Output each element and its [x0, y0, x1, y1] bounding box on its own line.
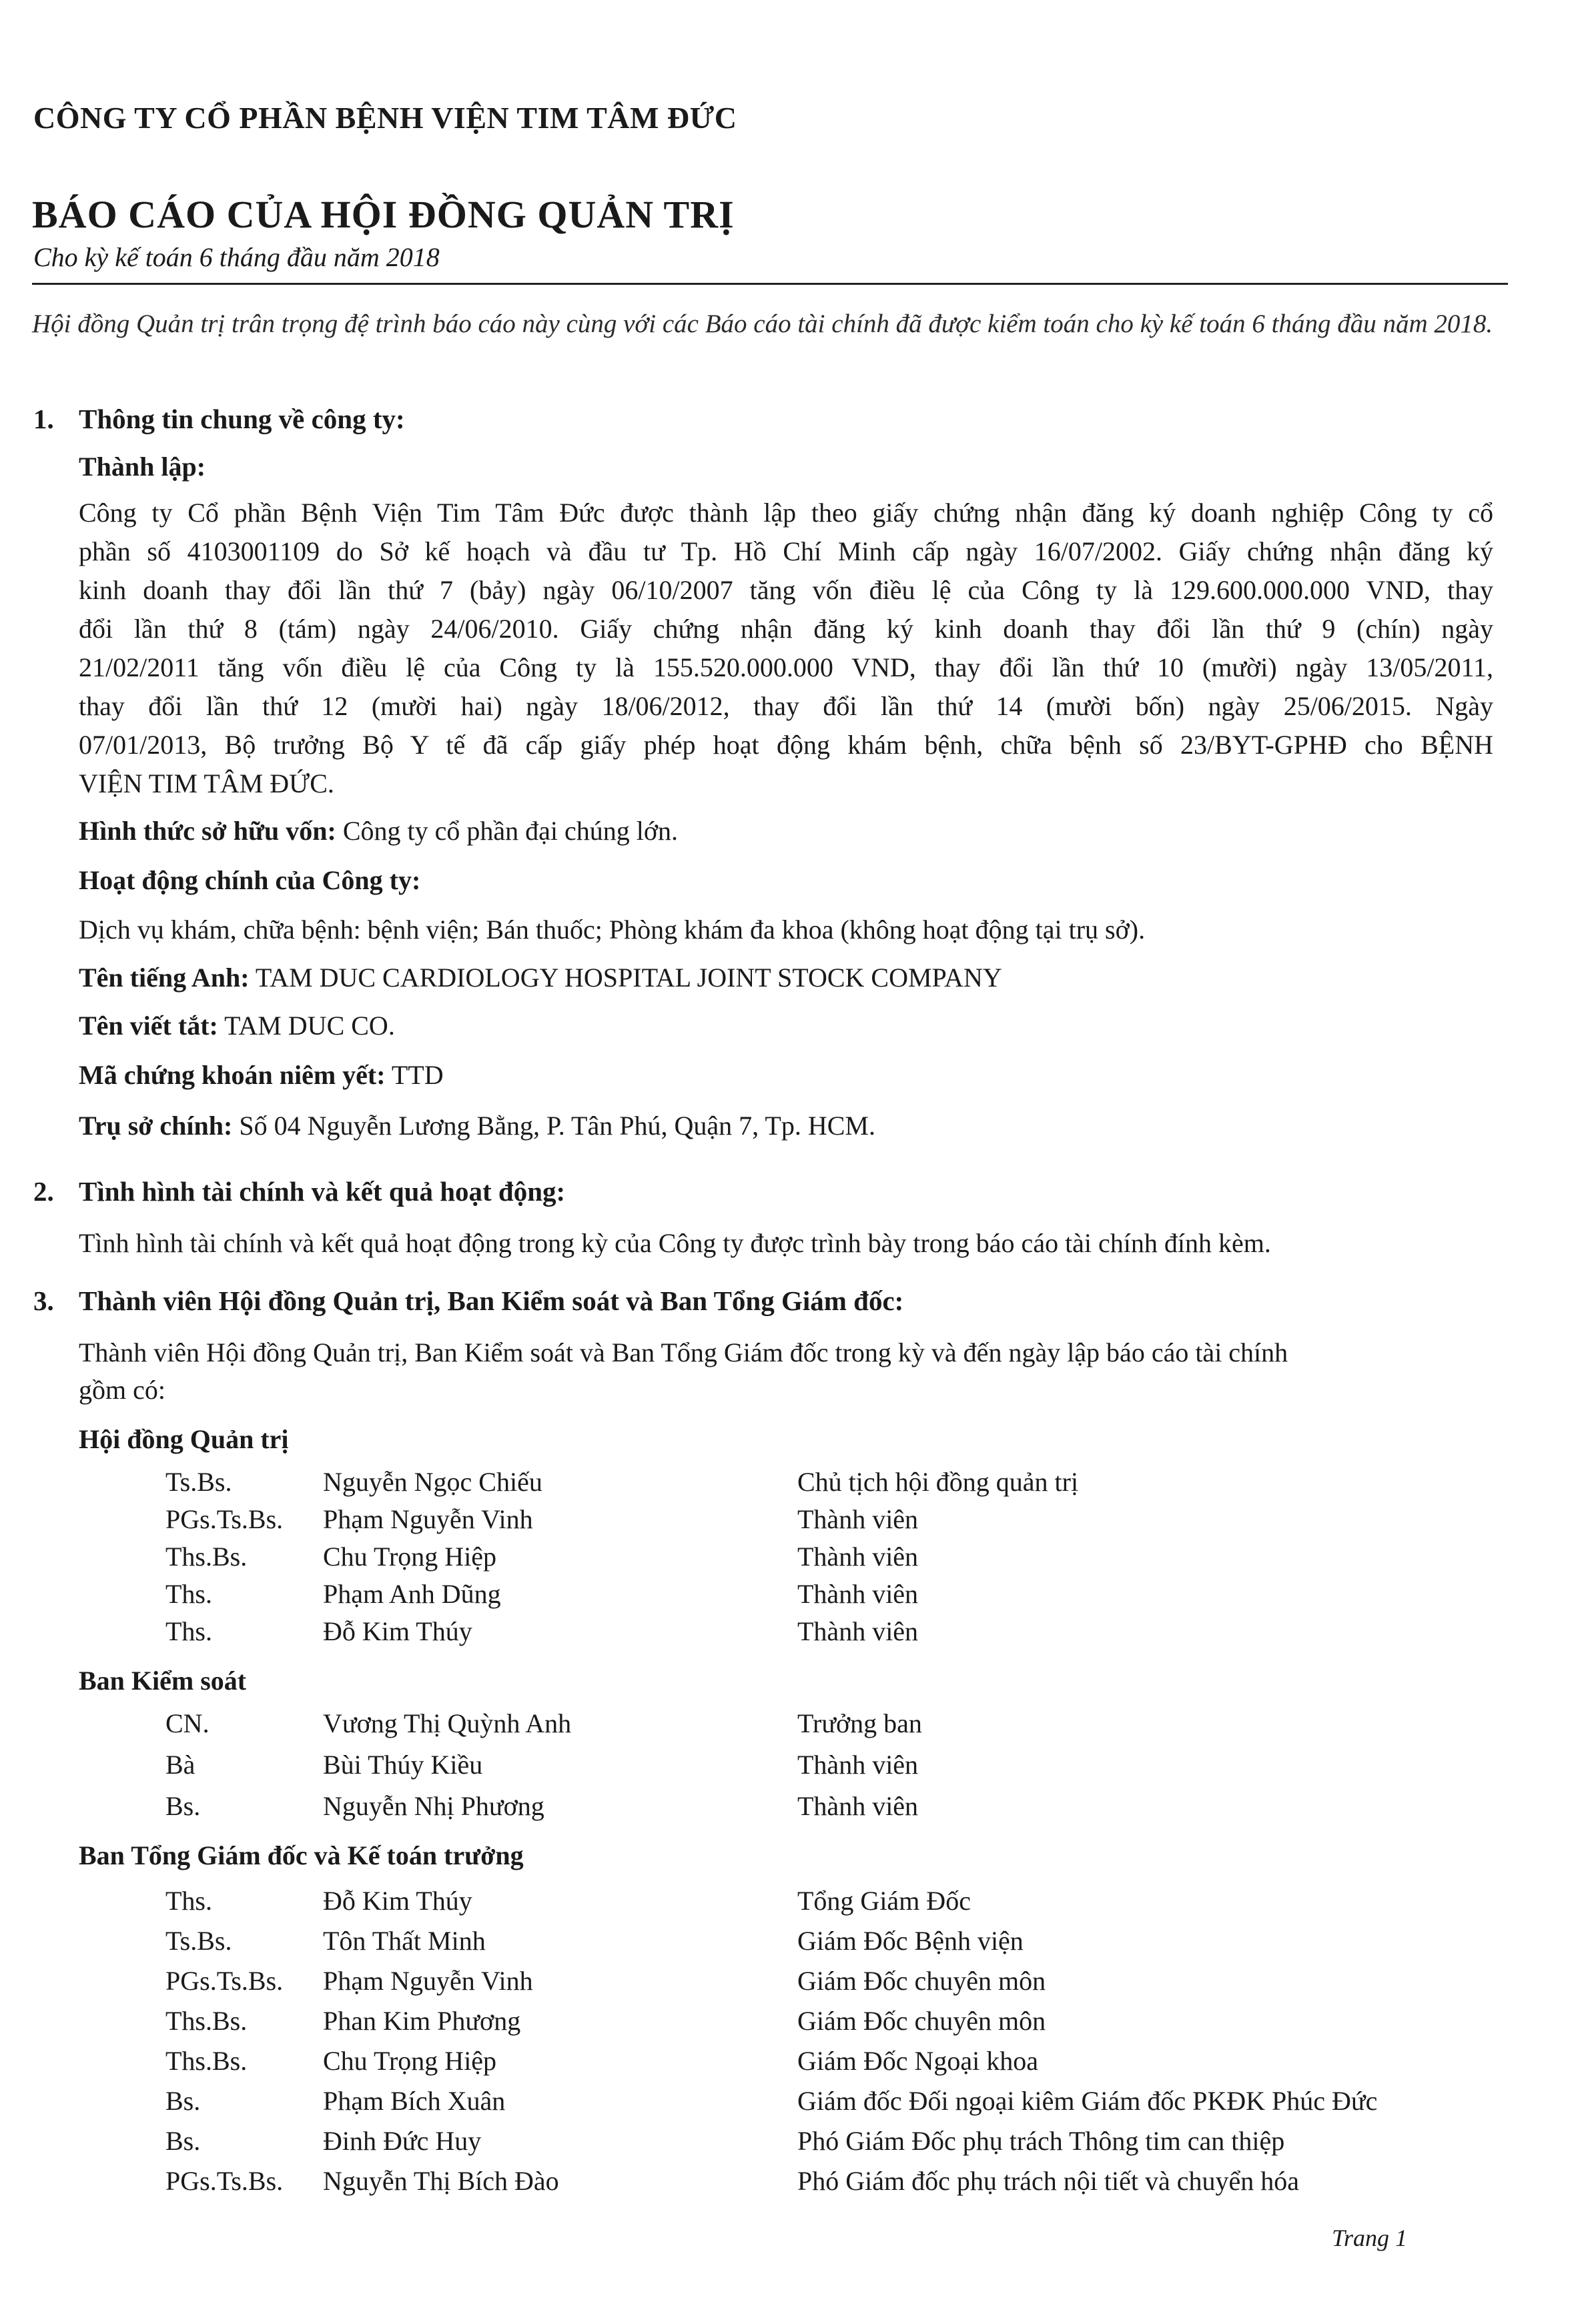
member-name: Đỗ Kim Thúy — [323, 1616, 472, 1646]
headquarters-label: Trụ sở chính: — [79, 1111, 233, 1141]
member-title: Ts.Bs. — [165, 1467, 232, 1497]
ownership-label: Hình thức sở hữu vốn: — [79, 816, 336, 846]
member-title: Bà — [165, 1750, 195, 1780]
activities-label: Hoạt động chính của Công ty: — [79, 865, 421, 895]
member-role: Giám Đốc chuyên môn — [797, 2006, 1046, 2036]
member-role: Giám Đốc chuyên môn — [797, 1966, 1046, 1996]
member-title: PGs.Ts.Bs. — [165, 1504, 284, 1534]
member-name: Phạm Nguyễn Vinh — [323, 1966, 533, 1996]
member-title: Ths. — [165, 1579, 212, 1609]
section-3-number: 3. — [33, 1285, 54, 1316]
member-role: Trưởng ban — [797, 1708, 922, 1738]
section-3-title: Thành viên Hội đồng Quản trị, Ban Kiểm soát và Ban Tổng Giám đốc: — [79, 1285, 904, 1316]
founding-line: phần số 4103001109 do Sở kế hoạch và đầu tư Tp. Hồ Chí Minh cấp ngày 16/07/2002. Giấy chứng nhận đăng ký — [79, 536, 1493, 566]
member-title: PGs.Ts.Bs. — [165, 2166, 284, 2196]
founding-line: kinh doanh thay đổi lần thứ 7 (bảy) ngày 06/10/2007 tăng vốn điều lệ của Công ty là 129.600.000.000 VND, thay — [79, 575, 1493, 605]
member-name: Chu Trọng Hiệp — [323, 1542, 497, 1572]
member-title: Ts.Bs. — [165, 1926, 232, 1956]
member-title: Bs. — [165, 2086, 201, 2116]
member-name: Phạm Nguyễn Vinh — [323, 1504, 533, 1534]
founding-line: VIỆN TIM TÂM ĐỨC. — [79, 768, 334, 798]
section-3-intro-line: gồm có: — [79, 1375, 165, 1405]
founding-paragraph — [79, 494, 1493, 803]
headquarters-row — [79, 1110, 875, 1141]
member-role: Tổng Giám Đốc — [797, 1886, 971, 1916]
section-2-text: Tình hình tài chính và kết quả hoạt động trong kỳ của Công ty được trình bày trong báo cáo tài chính đính kèm. — [79, 1228, 1271, 1258]
english-name-row — [79, 962, 1002, 993]
member-title: CN. — [165, 1708, 210, 1738]
english-name-value: TAM DUC CARDIOLOGY HOSPITAL JOINT STOCK COMPANY — [255, 963, 1002, 993]
board-heading: Hội đồng Quản trị — [79, 1424, 289, 1454]
section-2-title: Tình hình tài chính và kết quả hoạt động: — [79, 1176, 566, 1207]
member-name: Nguyễn Thị Bích Đào — [323, 2166, 559, 2196]
member-name: Nguyễn Nhị Phương — [323, 1791, 544, 1821]
member-name: Đỗ Kim Thúy — [323, 1886, 472, 1916]
member-name: Tôn Thất Minh — [323, 1926, 486, 1956]
member-title: Bs. — [165, 1791, 201, 1821]
member-role: Thành viên — [797, 1579, 919, 1609]
member-role: Giám Đốc Bệnh viện — [797, 1926, 1024, 1956]
member-role: Chủ tịch hội đồng quản trị — [797, 1467, 1079, 1497]
page-number: Trang 1 — [1332, 2225, 1408, 2251]
member-name: Bùi Thúy Kiều — [323, 1750, 483, 1780]
company-name: CÔNG TY CỔ PHẦN BỆNH VIỆN TIM TÂM ĐỨC — [33, 101, 737, 135]
short-name-value: TAM DUC CO. — [224, 1011, 395, 1041]
member-name: Vương Thị Quỳnh Anh — [323, 1708, 572, 1738]
member-title: Bs. — [165, 2126, 201, 2156]
member-role: Thành viên — [797, 1616, 919, 1646]
ownership-row — [79, 815, 678, 846]
ownership-value: Công ty cổ phần đại chúng lớn. — [342, 816, 679, 846]
founding-line: 21/02/2011 tăng vốn điều lệ của Công ty là 155.520.000.000 VND, thay đổi lần thứ 10 (mười) ngày 13/05/2011, — [79, 652, 1493, 682]
short-name-row — [79, 1010, 395, 1041]
member-title: PGs.Ts.Bs. — [165, 1966, 284, 1996]
founding-line: 07/01/2013, Bộ trưởng Bộ Y tế đã cấp giấy phép hoạt động khám bệnh, chữa bệnh số 23/BYT-GPHĐ cho BỆNH — [79, 730, 1493, 760]
member-name: Phạm Bích Xuân — [323, 2086, 506, 2116]
founding-line: thay đổi lần thứ 12 (mười hai) ngày 18/06/2012, thay đổi lần thứ 14 (mười bốn) ngày 25/06/2015. Ngày — [79, 691, 1493, 721]
report-subtitle: Cho kỳ kế toán 6 tháng đầu năm 2018 — [33, 242, 440, 272]
member-title: Ths. — [165, 1886, 212, 1916]
headquarters-value: Số 04 Nguyễn Lương Bằng, P. Tân Phú, Quận 7, Tp. HCM. — [239, 1111, 875, 1141]
member-name: Đinh Đức Huy — [323, 2126, 482, 2156]
founding-line: Công ty Cổ phần Bệnh Viện Tim Tâm Đức được thành lập theo giấy chứng nhận đăng ký doanh nghiệp Công ty cổ — [79, 498, 1493, 528]
activities-value: Dịch vụ khám, chữa bệnh: bệnh viện; Bán thuốc; Phòng khám đa khoa (không hoạt động tại trụ sở). — [79, 915, 1146, 945]
member-title: Ths. — [165, 1616, 212, 1646]
member-name: Phạm Anh Dũng — [323, 1579, 501, 1609]
short-name-label: Tên viết tắt: — [79, 1011, 218, 1041]
english-name-label: Tên tiếng Anh: — [79, 963, 250, 993]
member-role: Giám đốc Đối ngoại kiêm Giám đốc PKĐK Phúc Đức — [797, 2086, 1378, 2116]
ticker-row — [79, 1059, 444, 1091]
ticker-label: Mã chứng khoán niêm yết: — [79, 1060, 386, 1090]
founding-label: Thành lập: — [79, 452, 206, 482]
founding-line: đổi lần thứ 8 (tám) ngày 24/06/2010. Giấy chứng nhận đăng ký kinh doanh thay đổi lần thứ 9 (chín) ngày — [79, 614, 1493, 644]
member-role: Giám Đốc Ngoại khoa — [797, 2046, 1039, 2076]
intro-paragraph: Hội đồng Quản trị trân trọng đệ trình báo cáo này cùng với các Báo cáo tài chính đã được kiểm toán cho kỳ kế toán 6 tháng đầu năm 2018. — [32, 310, 1493, 338]
member-title: Ths.Bs. — [165, 1542, 248, 1572]
member-role: Thành viên — [797, 1542, 919, 1572]
member-title: Ths.Bs. — [165, 2006, 248, 2036]
member-role: Thành viên — [797, 1791, 919, 1821]
member-role: Phó Giám Đốc phụ trách Thông tim can thiệp — [797, 2126, 1285, 2156]
section-2-number: 2. — [33, 1176, 54, 1207]
ticker-value: TTD — [391, 1060, 444, 1090]
member-title: Ths.Bs. — [165, 2046, 248, 2076]
section-1-number: 1. — [33, 404, 54, 434]
member-name: Nguyễn Ngọc Chiếu — [323, 1467, 542, 1497]
member-role: Phó Giám đốc phụ trách nội tiết và chuyển hóa — [797, 2166, 1300, 2196]
member-role: Thành viên — [797, 1504, 919, 1534]
section-1-title: Thông tin chung về công ty: — [79, 404, 405, 434]
member-name: Phan Kim Phương — [323, 2006, 521, 2036]
management-heading: Ban Tổng Giám đốc và Kế toán trưởng — [79, 1840, 524, 1870]
member-name: Chu Trọng Hiệp — [323, 2046, 497, 2076]
title-divider — [32, 283, 1508, 285]
report-title: BÁO CÁO CỦA HỘI ĐỒNG QUẢN TRỊ — [32, 193, 735, 236]
supervisory-heading: Ban Kiểm soát — [79, 1666, 247, 1696]
member-role: Thành viên — [797, 1750, 919, 1780]
section-3-intro-line: Thành viên Hội đồng Quản trị, Ban Kiểm soát và Ban Tổng Giám đốc trong kỳ và đến ngày lập báo cáo tài chính — [79, 1337, 1288, 1367]
